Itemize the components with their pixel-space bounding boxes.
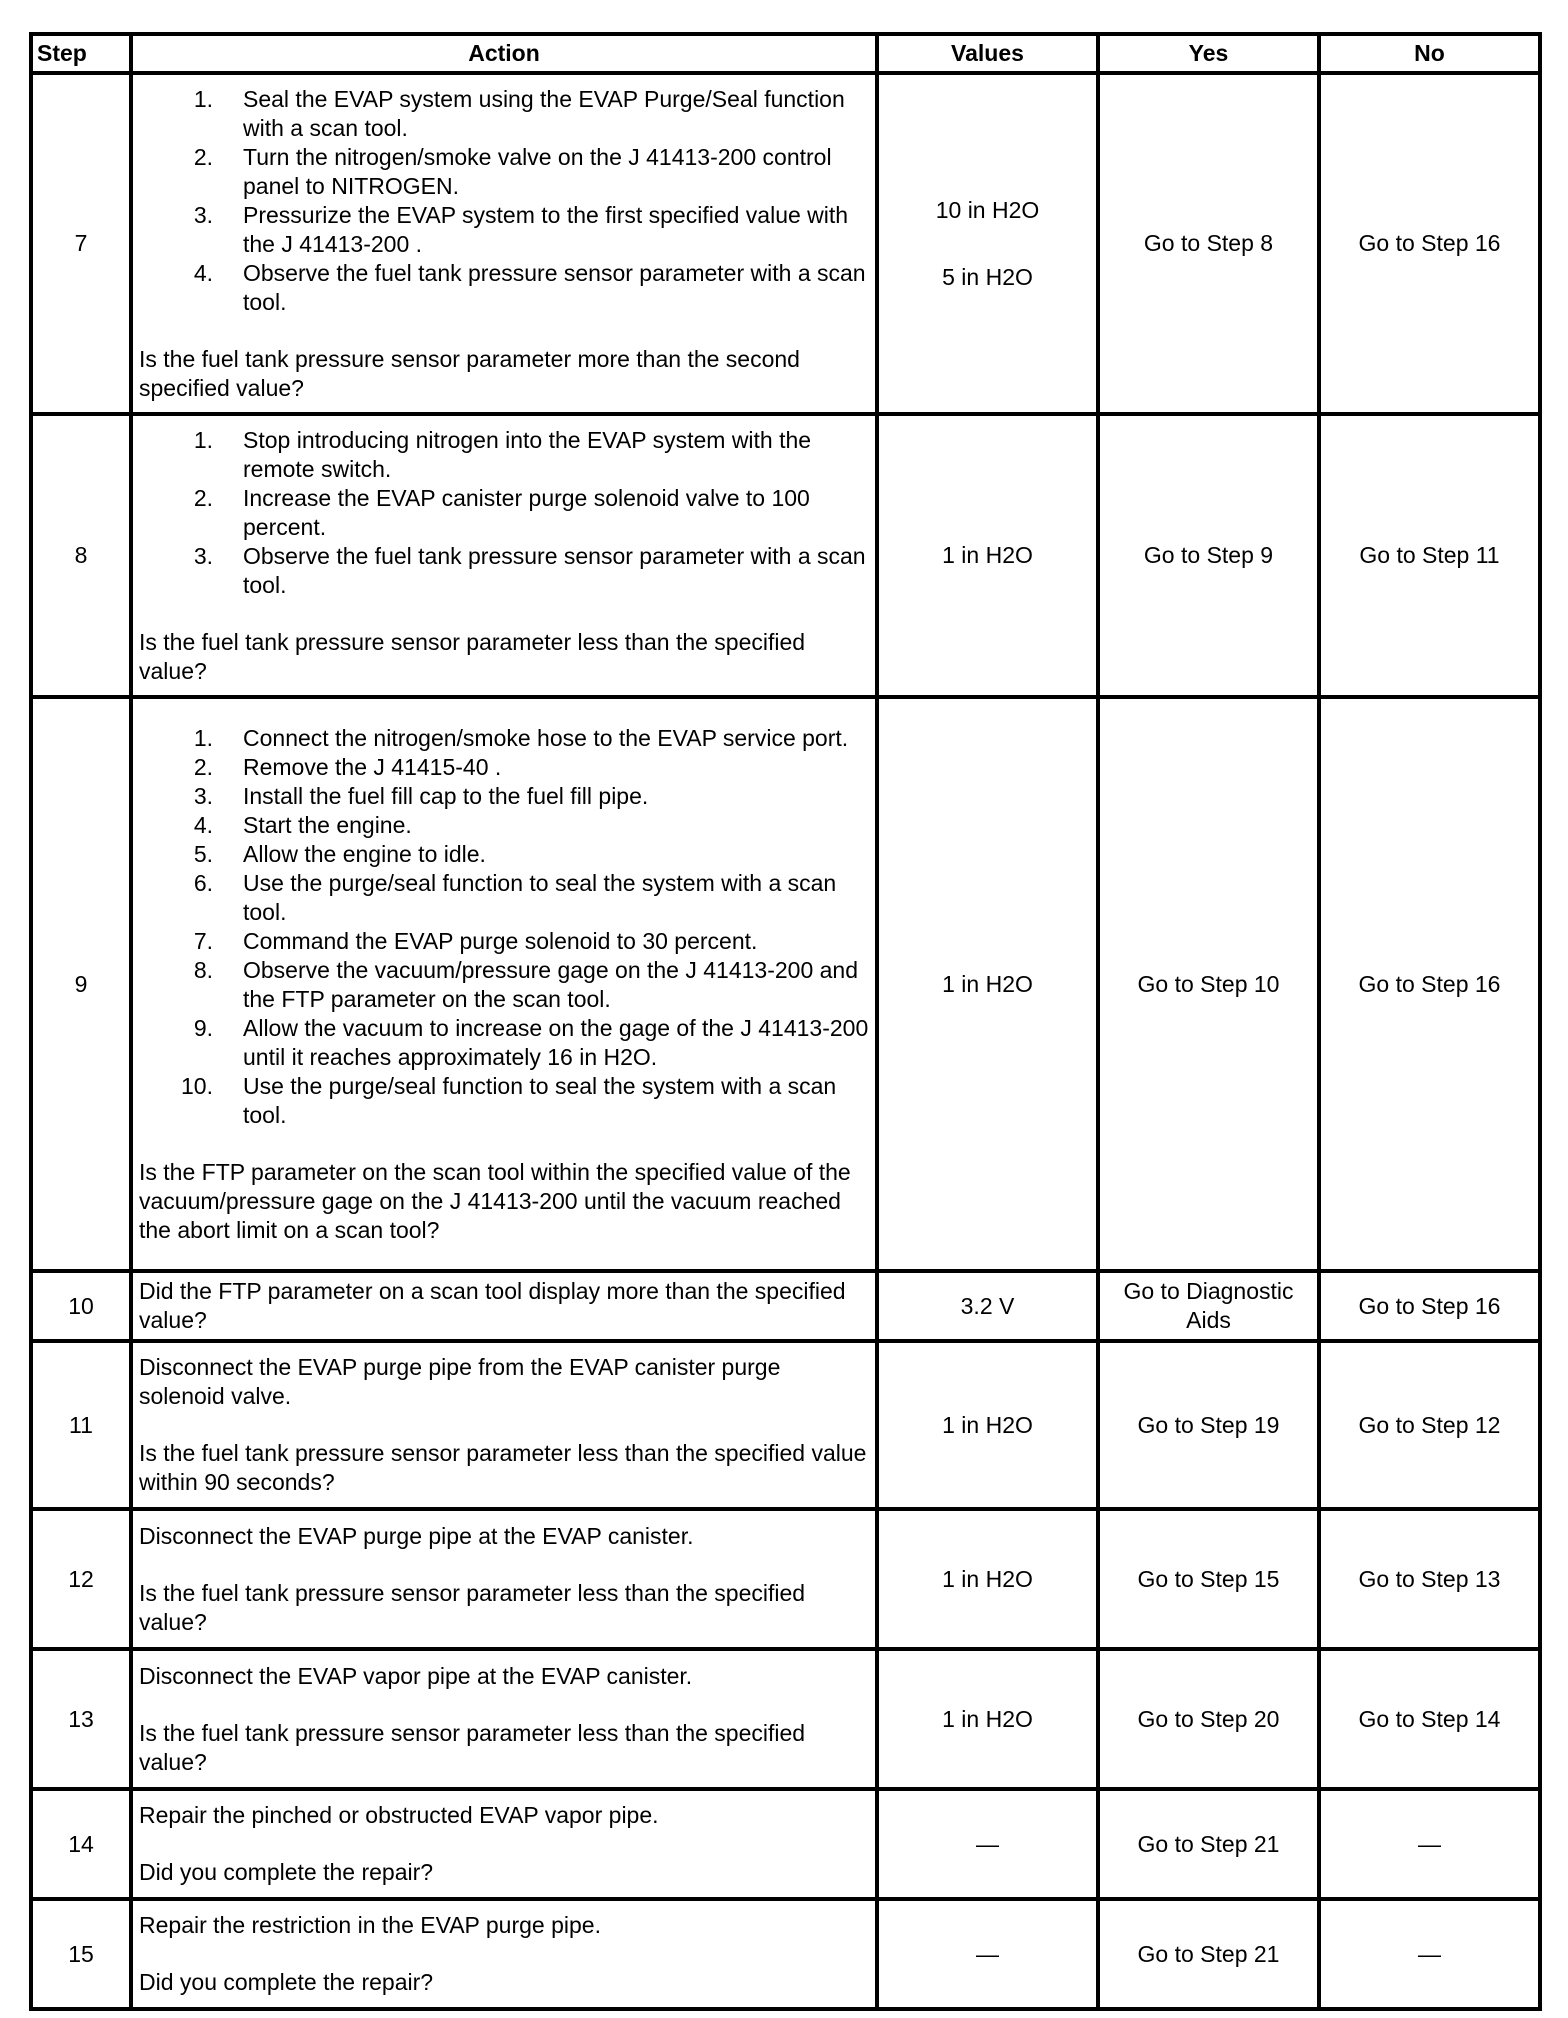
action-step [139,85,869,143]
no-cell: Go to Step 13 [1319,1509,1540,1649]
no-cell: Go to Step 11 [1319,414,1540,697]
step-header: Step [31,34,131,73]
action-question: Is the FTP parameter on the scan tool within the specified value of the vacuum/pressure gage on the J 41413-200 until the vacuum reached the abort limit on a scan tool? [139,1158,851,1243]
action-step [139,956,869,1014]
action-step [139,753,869,782]
step-number: 12 [31,1509,131,1649]
action-step-text: Command the EVAP purge solenoid to 30 percent. [243,927,758,954]
specified-value: 1 in H2O [942,1705,1033,1732]
value-cell [877,73,1098,414]
value-cell [877,1341,1098,1509]
action-step [139,1072,869,1130]
action-step-number: 5. [193,840,213,867]
action-step [139,542,869,600]
action-cell [131,1649,877,1789]
specified-value: — [976,1830,999,1857]
action-cell [131,1899,877,2009]
action-step-number: 3. [193,782,213,809]
action-step [139,1014,869,1072]
table-row [31,1789,1540,1899]
yes-cell: Go to Step 21 [1098,1899,1319,2009]
action-question: Is the fuel tank pressure sensor parameter less than the specified value within 90 seconds? [139,1440,867,1495]
specified-value: — [976,1940,999,1967]
table-row [31,1899,1540,2009]
action-step [139,840,869,869]
action-cell [131,697,877,1271]
action-step-number: 8. [193,956,213,983]
action-step-text: Use the purge/seal function to seal the system with a scan tool. [243,869,837,925]
specified-value: 1 in H2O [942,970,1033,997]
action-steps-list [139,85,869,317]
specified-value: 1 in H2O [942,1411,1033,1438]
table-row [31,414,1540,697]
step-number: 7 [31,73,131,414]
value-cell [877,1271,1098,1341]
table-row [31,697,1540,1271]
action-step [139,201,869,259]
action-text: Repair the pinched or obstructed EVAP vapor pipe. [139,1802,659,1828]
yes-cell: Go to Step 15 [1098,1509,1319,1649]
action-step-number: 7. [193,927,213,954]
specified-value: 1 in H2O [942,542,1033,568]
table-row [31,1649,1540,1789]
action-step-text: Use the purge/seal function to seal the system with a scan tool. [243,1072,837,1128]
action-step-text: Allow the vacuum to increase on the gage of the J 41413-200 until it reaches approximately 16 in H2O. [243,1014,869,1070]
step-number: 14 [31,1789,131,1899]
action-steps-list [139,724,869,1130]
action-step-number: 3. [193,201,213,228]
action-step-number: 1. [193,724,213,751]
table-row [31,73,1540,414]
header-row [31,34,1540,73]
no-cell: Go to Step 16 [1319,73,1540,414]
step-number: 10 [31,1271,131,1341]
action-step-text: Start the engine. [243,811,412,838]
action-step-number: 2. [193,484,213,511]
action-step-number: 9. [193,1014,213,1041]
value-cell [877,697,1098,1271]
yes-cell: Go to Step 20 [1098,1649,1319,1789]
action-question: Is the fuel tank pressure sensor parameter less than the specified value? [139,1579,806,1635]
specified-value: 3.2 V [960,1292,1015,1319]
action-text: Disconnect the EVAP purge pipe from the EVAP canister purge solenoid valve. [139,1354,781,1409]
action-step [139,782,869,811]
action-text: Disconnect the EVAP vapor pipe at the EVAP canister. [139,1662,693,1689]
yes-cell: Go to Diagnostic Aids [1098,1271,1319,1341]
no-cell: Go to Step 16 [1319,697,1540,1271]
action-step-number: 2. [193,753,213,780]
action-step-text: Observe the fuel tank pressure sensor parameter with a scan tool. [243,542,866,598]
value-cell [877,1649,1098,1789]
table-row [31,1341,1540,1509]
step-number: 9 [31,697,131,1271]
action-step-text: Remove the J 41415-40 . [243,753,502,780]
action-step-text: Pressurize the EVAP system to the first specified value with the J 41413-200 . [243,201,849,257]
action-header: Action [131,34,877,73]
action-cell [131,73,877,414]
specified-value: 5 in H2O [942,263,1033,290]
action-step [139,143,869,201]
action-step-text: Install the fuel fill cap to the fuel fill pipe. [243,782,649,809]
action-question: Is the fuel tank pressure sensor parameter less than the specified value? [139,1719,806,1775]
action-step-text: Allow the engine to idle. [243,840,486,867]
no-cell: — [1319,1899,1540,2009]
diagnostic-table [29,32,1542,2011]
action-cell [131,1509,877,1649]
action-step [139,927,869,956]
action-text: Disconnect the EVAP purge pipe at the EVAP canister. [139,1522,694,1549]
action-step-text: Turn the nitrogen/smoke valve on the J 41413-200 control panel to NITROGEN. [243,143,832,199]
action-step [139,259,869,317]
specified-value: 10 in H2O [935,196,1040,223]
value-cell [877,1509,1098,1649]
action-step-text: Seal the EVAP system using the EVAP Purge/Seal function with a scan tool. [243,85,845,141]
action-step [139,484,869,542]
action-text: Did the FTP parameter on a scan tool display more than the specified value? [139,1278,846,1333]
action-step-text: Observe the fuel tank pressure sensor parameter with a scan tool. [243,259,866,315]
yes-header: Yes [1098,34,1319,73]
action-steps-list [139,426,869,600]
action-step-text: Connect the nitrogen/smoke hose to the EVAP service port. [243,724,849,751]
action-step-number: 10. [181,1072,213,1099]
action-step-number: 4. [193,811,213,838]
value-cell [877,1789,1098,1899]
action-step [139,724,869,753]
action-step [139,811,869,840]
action-question: Did you complete the repair? [139,1859,434,1885]
no-cell: — [1319,1789,1540,1899]
step-number: 15 [31,1899,131,2009]
step-number: 11 [31,1341,131,1509]
action-step-number: 6. [193,869,213,896]
action-question: Is the fuel tank pressure sensor parameter more than the second specified value? [139,345,800,401]
yes-cell: Go to Step 10 [1098,697,1319,1271]
value-cell [877,414,1098,697]
action-cell [131,1789,877,1899]
action-cell [131,1341,877,1509]
action-step-number: 2. [193,143,213,170]
yes-cell: Go to Step 19 [1098,1341,1319,1509]
action-step-number: 4. [193,259,213,286]
action-question: Is the fuel tank pressure sensor parameter less than the specified value? [139,628,806,684]
action-cell [131,1271,877,1341]
no-cell: Go to Step 12 [1319,1341,1540,1509]
action-question: Did you complete the repair? [139,1969,434,1995]
step-number: 8 [31,414,131,697]
action-step [139,869,869,927]
action-step-text: Increase the EVAP canister purge solenoid valve to 100 percent. [243,484,810,540]
action-step-text: Observe the vacuum/pressure gage on the J 41413-200 and the FTP parameter on the scan tool. [243,956,859,1012]
action-text: Repair the restriction in the EVAP purge pipe. [139,1912,601,1938]
action-step-text: Stop introducing nitrogen into the EVAP system with the remote switch. [243,426,812,482]
yes-cell: Go to Step 9 [1098,414,1319,697]
yes-cell: Go to Step 21 [1098,1789,1319,1899]
step-number: 13 [31,1649,131,1789]
specified-value: 1 in H2O [942,1565,1033,1592]
action-cell [131,414,877,697]
no-header: No [1319,34,1540,73]
action-step-number: 1. [193,426,213,453]
action-step-number: 3. [193,542,213,569]
no-cell: Go to Step 14 [1319,1649,1540,1789]
table-row [31,1271,1540,1341]
no-cell: Go to Step 16 [1319,1271,1540,1341]
values-header: Values [877,34,1098,73]
value-cell [877,1899,1098,2009]
yes-cell: Go to Step 8 [1098,73,1319,414]
action-step [139,426,869,484]
action-step-number: 1. [193,85,213,112]
table-row [31,1509,1540,1649]
